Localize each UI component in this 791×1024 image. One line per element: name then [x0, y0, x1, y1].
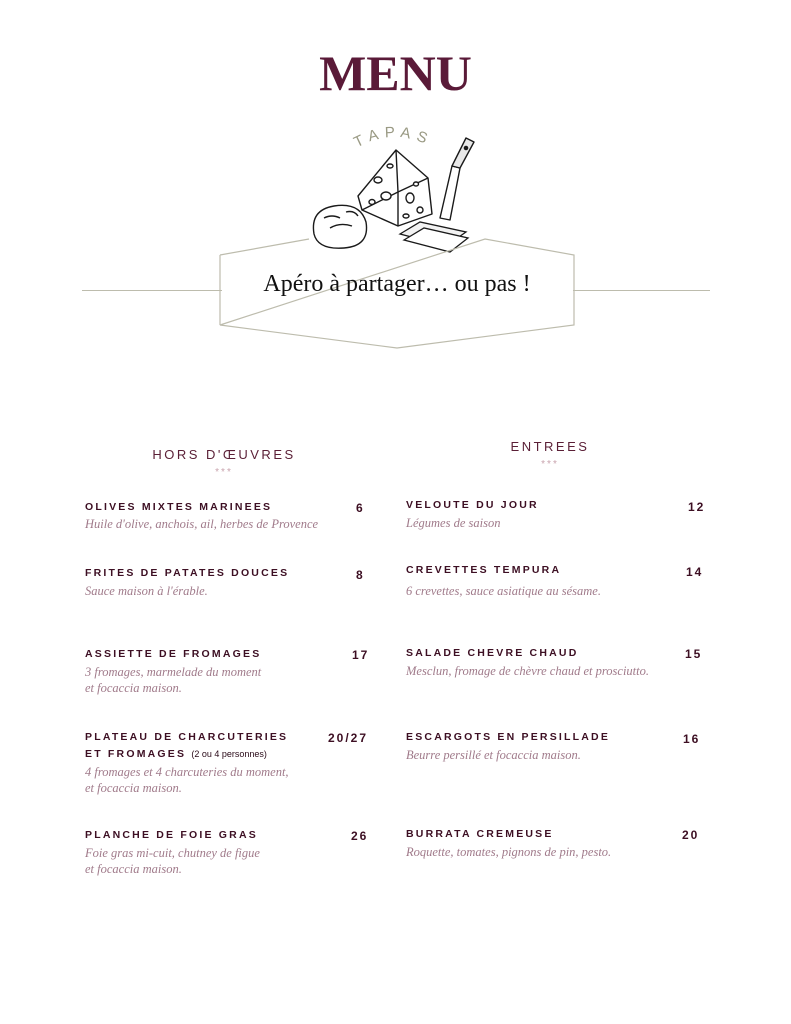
item-price: 12 [688, 500, 706, 514]
item-price: 6 [356, 501, 365, 515]
item-name: VELOUTE DU JOUR [406, 499, 539, 511]
item-description: Foie gras mi-cuit, chutney de figue et focaccia maison. [85, 846, 260, 876]
item-price: 14 [686, 565, 704, 579]
item-description: Roquette, tomates, pignons de pin, pesto. [406, 845, 612, 859]
item-name: ESCARGOTS EN PERSILLADE [406, 731, 611, 743]
banner-line-right [573, 290, 710, 291]
item-name: CREVETTES TEMPURA [406, 564, 562, 576]
item-name-continued [85, 746, 267, 763]
item-description: Légumes de saison [406, 516, 501, 530]
item-name: OLIVES MIXTES MARINEES [85, 501, 273, 513]
item-description: Mesclun, fromage de chèvre chaud et prosciutto. [406, 664, 649, 678]
item-name: FRITES DE PATATES DOUCES [85, 567, 290, 579]
item-description: Sauce maison à l'érable. [85, 584, 208, 598]
item-note: (2 ou 4 personnes) [191, 749, 267, 759]
item-description: 4 fromages et 4 charcuteries du moment, et focaccia maison. [85, 765, 289, 795]
item-name: PLANCHE DE FOIE GRAS [85, 829, 258, 841]
tapas-cheese-illustration [300, 118, 490, 258]
menu-title: MENU [319, 45, 472, 101]
banner-tagline: Apéro à partager… ou pas ! [263, 271, 531, 297]
item-price: 15 [685, 647, 703, 661]
section-stars: *** [541, 459, 559, 470]
item-description: Huile d'olive, anchois, ail, herbes de Provence [85, 517, 319, 531]
item-description: 6 crevettes, sauce asiatique au sésame. [406, 584, 601, 598]
item-price: 8 [356, 568, 365, 582]
item-name: SALADE CHEVRE CHAUD [406, 647, 579, 659]
tapas-logo-text: TAPAS [351, 123, 436, 152]
item-price: 17 [352, 648, 370, 662]
banner-line-left [82, 290, 222, 291]
item-price: 16 [683, 732, 701, 746]
item-name: BURRATA CREMEUSE [406, 828, 554, 840]
section-title-entrees: ENTREES [510, 439, 590, 454]
item-name-line2: ET FROMAGES [85, 748, 187, 760]
section-stars: *** [215, 467, 233, 478]
section-title-hors-doeuvres: HORS D'ŒUVRES [152, 447, 296, 462]
item-description: Beurre persillé et focaccia maison. [406, 748, 581, 762]
item-price: 20 [682, 828, 700, 842]
item-description: 3 fromages, marmelade du moment et focaccia maison. [85, 665, 262, 695]
item-price: 20/27 [328, 731, 369, 745]
item-name: ASSIETTE DE FROMAGES [85, 648, 262, 660]
item-name: PLATEAU DE CHARCUTERIES [85, 731, 289, 743]
item-price: 26 [351, 829, 369, 843]
